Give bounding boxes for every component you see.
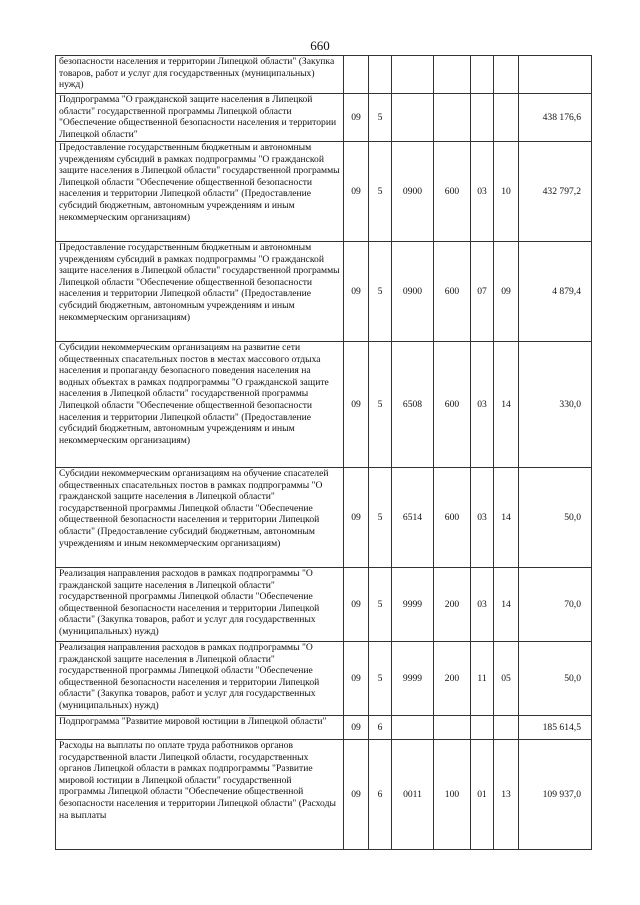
row-subsection-code	[494, 56, 519, 94]
row-expense-type-code	[434, 716, 471, 740]
row-amount: 432 797,2	[519, 142, 592, 242]
row-expense-item-code: 6514	[392, 468, 434, 568]
row-subprogram-code: 5	[369, 94, 392, 142]
row-expense-type-code	[434, 94, 471, 142]
row-program-code: 09	[344, 142, 369, 242]
row-amount: 438 176,6	[519, 94, 592, 142]
row-subsection-code	[494, 716, 519, 740]
row-amount: 330,0	[519, 342, 592, 468]
row-program-code	[344, 56, 369, 94]
row-program-code: 09	[344, 242, 369, 342]
row-expense-item-code: 0011	[392, 740, 434, 850]
row-section-code	[471, 716, 494, 740]
row-program-code: 09	[344, 342, 369, 468]
table-row	[56, 342, 592, 468]
row-subsection-code: 05	[494, 642, 519, 716]
row-section-code	[471, 94, 494, 142]
row-subprogram-code: 6	[369, 740, 392, 850]
row-description: Реализация направления расходов в рамках подпрограммы "О гражданской защите населения в Липецкой области" государственной программы Липецкой области "Обеспечение общественной безопасности населения и территории Липецкой области" (Закупка товаров, работ и услуг для государственных (муниципальных) нужд)	[56, 642, 344, 716]
row-subprogram-code: 5	[369, 342, 392, 468]
row-expense-type-code: 600	[434, 142, 471, 242]
row-section-code: 03	[471, 468, 494, 568]
row-expense-item-code: 9999	[392, 568, 434, 642]
budget-table	[55, 55, 592, 850]
row-expense-type-code: 600	[434, 242, 471, 342]
row-expense-item-code	[392, 716, 434, 740]
row-subsection-code: 13	[494, 740, 519, 850]
row-subsection-code	[494, 94, 519, 142]
row-section-code: 01	[471, 740, 494, 850]
row-amount	[519, 56, 592, 94]
row-description: Подпрограмма "О гражданской защите населения в Липецкой области" государственной программы Липецкой области "Обеспечение общественной безопасности населения и территории Липецкой области"	[56, 94, 344, 142]
table-row	[56, 642, 592, 716]
row-amount: 50,0	[519, 468, 592, 568]
row-description: Предоставление государственным бюджетным и автономным учреждениям субсидий в рамках подпрограммы "О гражданской защите населения в Липецкой области" государственной программы Липецкой области "Обеспечение общественной безопасности населения и территории Липецкой области" (Предоставление субсидий бюджетным, автономным учреждениям и иным некоммерческим организациям)	[56, 242, 344, 342]
row-subsection-code: 14	[494, 568, 519, 642]
row-expense-item-code	[392, 56, 434, 94]
row-amount: 50,0	[519, 642, 592, 716]
page-number: 660	[310, 38, 330, 53]
row-subsection-code: 09	[494, 242, 519, 342]
budget-table-body	[56, 56, 592, 850]
row-program-code: 09	[344, 468, 369, 568]
row-amount: 185 614,5	[519, 716, 592, 740]
row-section-code	[471, 56, 494, 94]
table-row	[56, 94, 592, 142]
row-subprogram-code: 6	[369, 716, 392, 740]
row-expense-type-code: 200	[434, 642, 471, 716]
row-expense-type-code	[434, 56, 471, 94]
row-expense-item-code	[392, 94, 434, 142]
row-subprogram-code: 5	[369, 242, 392, 342]
row-section-code: 03	[471, 568, 494, 642]
row-subprogram-code: 5	[369, 568, 392, 642]
row-section-code: 03	[471, 142, 494, 242]
row-subsection-code: 10	[494, 142, 519, 242]
row-expense-type-code: 600	[434, 468, 471, 568]
row-section-code: 07	[471, 242, 494, 342]
row-subsection-code: 14	[494, 342, 519, 468]
table-row	[56, 568, 592, 642]
row-expense-item-code: 9999	[392, 642, 434, 716]
row-program-code: 09	[344, 94, 369, 142]
row-program-code: 09	[344, 642, 369, 716]
row-description: Субсидии некоммерческим организациям на обучение спасателей общественных спасательных постов в рамках подпрограммы "О гражданской защите населения в Липецкой области" государственной программы Липецкой области "Обеспечение общественной безопасности населения и территории Липецкой области" (Предоставление субсидий бюджетным, автономным учреждениям и иным некоммерческим организациям)	[56, 468, 344, 568]
row-expense-type-code: 600	[434, 342, 471, 468]
table-row	[56, 56, 592, 94]
row-description: безопасности населения и территории Липецкой области" (Закупка товаров, работ и услуг для государственных (муниципальных) нужд)	[56, 56, 344, 94]
row-subprogram-code: 5	[369, 142, 392, 242]
row-expense-type-code: 100	[434, 740, 471, 850]
row-description: Реализация направления расходов в рамках подпрограммы "О гражданской защите населения в Липецкой области" государственной программы Липецкой области "Обеспечение общественной безопасности населения и территории Липецкой области" (Закупка товаров, работ и услуг для государственных (муниципальных) нужд)	[56, 568, 344, 642]
row-amount: 4 879,4	[519, 242, 592, 342]
row-description: Предоставление государственным бюджетным и автономным учреждениям субсидий в рамках подпрограммы "О гражданской защите населения в Липецкой области" государственной программы Липецкой области "Обеспечение общественной безопасности населения и территории Липецкой области" (Предоставление субсидий бюджетным, автономным учреждениям и иным некоммерческим организациям)	[56, 142, 344, 242]
row-program-code: 09	[344, 568, 369, 642]
row-section-code: 11	[471, 642, 494, 716]
table-row	[56, 468, 592, 568]
row-subprogram-code: 5	[369, 642, 392, 716]
table-row	[56, 142, 592, 242]
row-section-code: 03	[471, 342, 494, 468]
row-expense-type-code: 200	[434, 568, 471, 642]
row-subprogram-code	[369, 56, 392, 94]
table-row	[56, 242, 592, 342]
row-amount: 109 937,0	[519, 740, 592, 850]
row-expense-item-code: 0900	[392, 242, 434, 342]
row-amount: 70,0	[519, 568, 592, 642]
table-row	[56, 716, 592, 740]
row-description: Субсидии некоммерческим организациям на развитие сети общественных спасательных постов в местах массового отдыха населения и пропаганду безопасного поведения населения на водных объектах в рамках подпрограммы "О гражданской защите населения в Липецкой области" государственной программы Липецкой области "Обеспечение общественной безопасности населения и территории Липецкой области" (Предоставление субсидий бюджетным, автономным учреждениям и иным некоммерческим организациям)	[56, 342, 344, 468]
row-program-code: 09	[344, 740, 369, 850]
row-expense-item-code: 0900	[392, 142, 434, 242]
table-row	[56, 740, 592, 850]
row-program-code: 09	[344, 716, 369, 740]
row-description: Подпрограмма "Развитие мировой юстиции в Липецкой области"	[56, 716, 344, 740]
row-subsection-code: 14	[494, 468, 519, 568]
row-description: Расходы на выплаты по оплате труда работников органов государственной власти Липецкой области, государственных органов Липецкой области в рамках подпрограммы "Развитие мировой юстиции в Липецкой области" государственной программы Липецкой области "Обеспечение общественной безопасности населения и территории Липецкой области" (Расходы на выплаты	[56, 740, 344, 850]
row-subprogram-code: 5	[369, 468, 392, 568]
row-expense-item-code: 6508	[392, 342, 434, 468]
